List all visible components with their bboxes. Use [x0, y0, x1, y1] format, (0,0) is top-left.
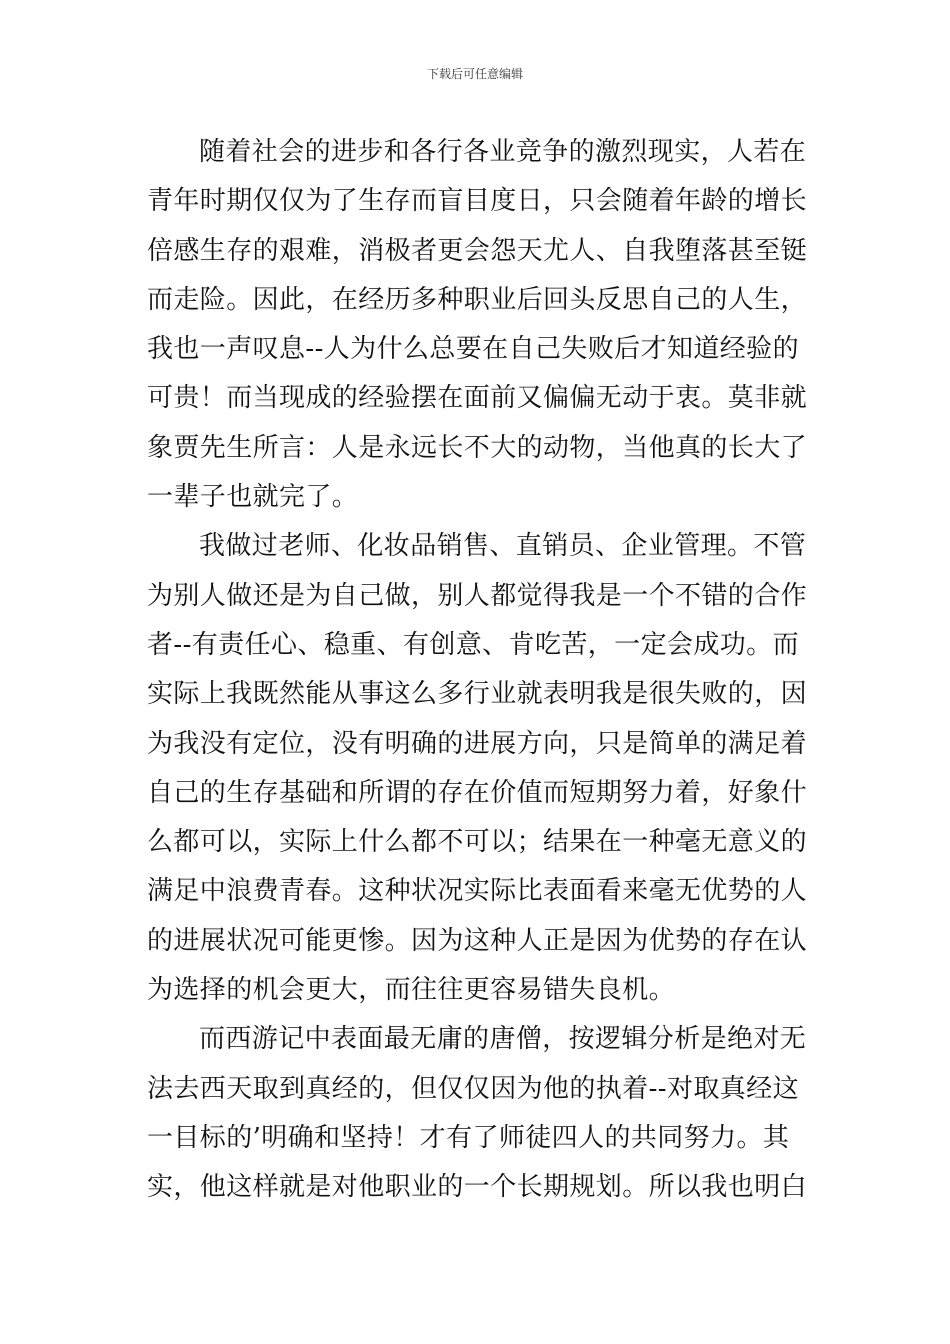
- paragraph-3: [147, 1015, 808, 1212]
- paragraph-1: [147, 128, 808, 522]
- text-line: 者--有责任心、稳重、有创意、肯吃苦，一定会成功。而: [147, 629, 799, 660]
- page-header: 下载后可任意编辑: [426, 67, 523, 81]
- text-line: 自己的生存基础和所谓的存在价值而短期努力着，好象什: [147, 777, 808, 808]
- text-line: 么都可以，实际上什么都不可以；结果在一种毫无意义的: [147, 827, 808, 858]
- text-line: 法去西天取到真经的，但仅仅因为他的执着--对取真经这: [147, 1073, 799, 1104]
- text-line: 而走险。因此，在经历多种职业后回头反思自己的人生，: [147, 284, 808, 315]
- text-line: 一辈子也就完了。: [147, 482, 359, 513]
- document-body: [147, 128, 808, 1213]
- text-line: 一目标的’明确和坚持！才有了师徒四人的共同努力。其: [147, 1122, 790, 1153]
- text-line: 的进展状况可能更惨。因为这种人正是因为优势的存在认: [147, 925, 808, 956]
- text-line: 实际上我既然能从事这么多行业就表明我是很失败的，因: [147, 679, 808, 710]
- text-line: 为选择的机会更大，而往往更容易错失良机。: [147, 975, 676, 1006]
- text-line: 可贵！而当现成的经验摆在面前又偏偏无动于衷。莫非就: [147, 383, 808, 414]
- text-line: 实，他这样就是对他职业的一个长期规划。所以我也明白: [147, 1172, 808, 1203]
- text-line: 满足中浪费青春。这种状况实际比表面看来毫无优势的人: [147, 876, 808, 907]
- text-line: 我也一声叹息--人为什么总要在自己失败后才知道经验的: [147, 334, 799, 365]
- text-line: 象贾先生所言：人是永远长不大的动物，当他真的长大了: [147, 432, 808, 463]
- text-line: 倍感生存的艰难，消极者更会怨天尤人、自我堕落甚至铤: [147, 235, 808, 266]
- text-line: 而西游记中表面最无庸的唐僧，按逻辑分析是绝对无: [199, 1024, 807, 1055]
- text-line: 青年时期仅仅为了生存而盲目度日，只会随着年龄的增长: [147, 186, 808, 217]
- text-line: 随着社会的进步和各行各业竞争的激烈现实，人若在: [199, 137, 807, 167]
- paragraph-2: [147, 522, 808, 1015]
- text-line: 为别人做还是为自己做，别人都觉得我是一个不错的合作: [147, 580, 808, 611]
- text-line: 为我没有定位，没有明确的进展方向，只是简单的满足着: [147, 728, 808, 759]
- text-line: 我做过老师、化妆品销售、直销员、企业管理。不管: [199, 531, 807, 562]
